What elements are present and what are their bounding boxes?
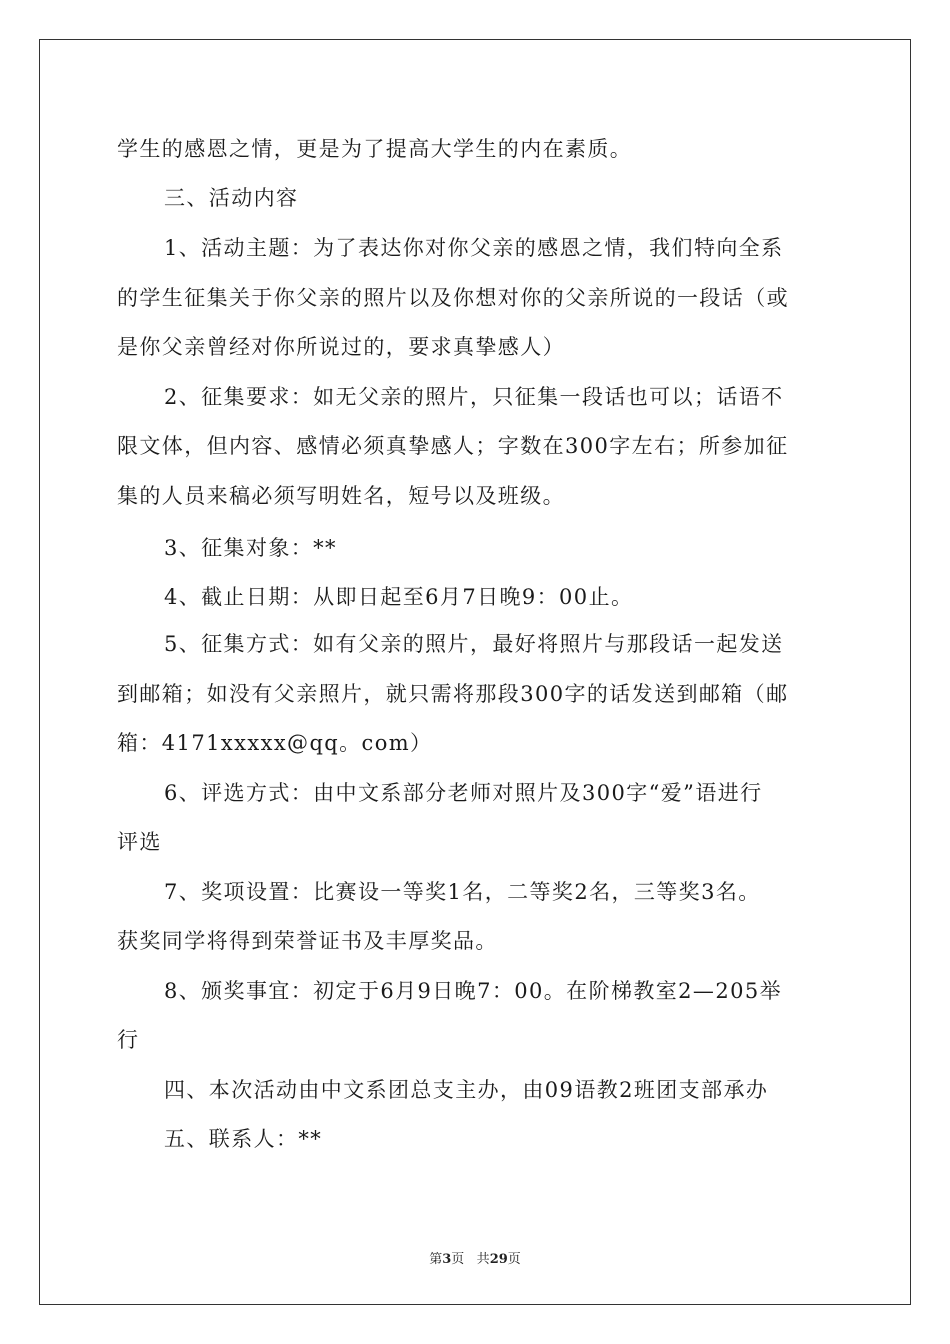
- body-line: 行: [117, 1028, 140, 1052]
- page-border: [39, 39, 911, 1305]
- section-heading-contact: 五、联系人：**: [164, 1127, 323, 1151]
- body-line: 3、征集对象：**: [164, 536, 337, 560]
- body-line: 获奖同学将得到荣誉证书及丰厚奖品。: [117, 929, 498, 953]
- body-line: 的学生征集关于你父亲的照片以及你想对你的父亲所说的一段话（或: [117, 286, 789, 310]
- body-line: 7、奖项设置：比赛设一等奖1名，二等奖2名，三等奖3名。: [164, 880, 761, 904]
- total-unit: 页: [507, 1252, 521, 1267]
- body-line: 5、征集方式：如有父亲的照片，最好将照片与那段话一起发送: [164, 632, 784, 656]
- body-line: 限文体，但内容、感情必须真挚感人；字数在300字左右；所参加征: [117, 434, 789, 458]
- body-line: 箱：4171xxxxx@qq。com）: [117, 731, 433, 755]
- body-line: 1、活动主题：为了表达你对你父亲的感恩之情，我们特向全系: [164, 236, 784, 260]
- total-prefix: 共: [476, 1252, 490, 1267]
- body-line: 是你父亲曾经对你所说过的，要求真挚感人）: [117, 335, 565, 359]
- body-line: 6、评选方式：由中文系部分老师对照片及300字“爱”语进行: [164, 781, 763, 805]
- section-heading-organizer: 四、本次活动由中文系团总支主办，由09语教2班团支部承办: [164, 1078, 769, 1102]
- body-line: 到邮箱；如没有父亲照片，就只需将那段300字的话发送到邮箱（邮: [117, 682, 789, 706]
- page-prefix: 第: [429, 1252, 443, 1267]
- section-heading-activity-content: 三、活动内容: [164, 186, 299, 210]
- page-current: 3: [442, 1252, 452, 1267]
- body-line: 2、征集要求：如无父亲的照片，只征集一段话也可以；话语不: [164, 385, 784, 409]
- body-line: 集的人员来稿必须写明姓名，短号以及班级。: [117, 484, 565, 508]
- body-line: 4、截止日期：从即日起至6月7日晚9：00止。: [164, 585, 634, 609]
- body-line: 8、颁奖事宜：初定于6月9日晚7：00。在阶梯教室2—205举: [164, 979, 783, 1003]
- body-line: 评选: [117, 830, 162, 854]
- body-line: 学生的感恩之情，更是为了提高大学生的内在素质。: [117, 137, 633, 161]
- page-total: 29: [489, 1252, 508, 1267]
- page-unit: 页: [451, 1252, 465, 1267]
- page-footer: [0, 1252, 950, 1268]
